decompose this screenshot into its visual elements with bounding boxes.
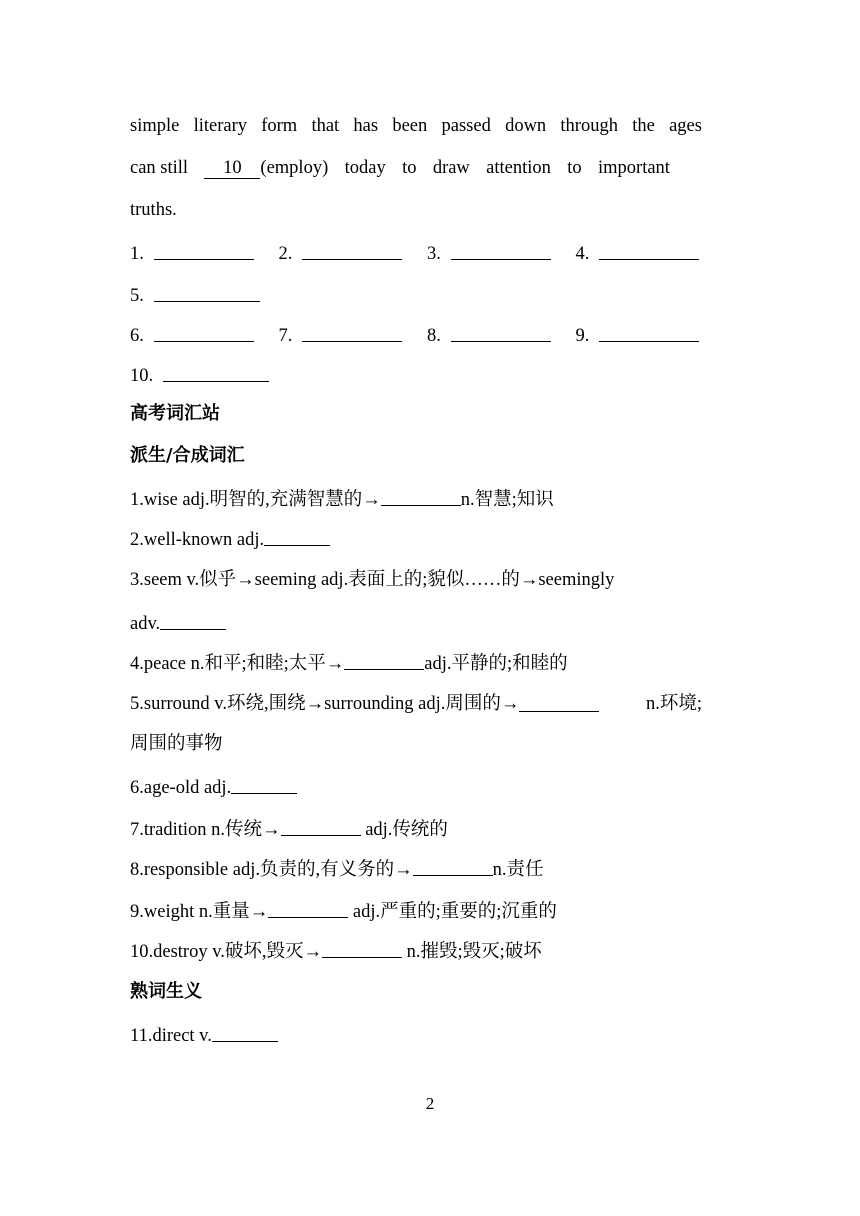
vocab-meaning: adj.传统的 xyxy=(365,820,448,840)
answer-blank[interactable] xyxy=(302,323,402,342)
vocab-item-11 xyxy=(130,1022,278,1048)
vocab-prompt: 11.direct v. xyxy=(130,1026,212,1046)
vocab-blank[interactable] xyxy=(212,1023,278,1042)
vocab-item-7 xyxy=(130,816,448,842)
vocab-item-2 xyxy=(130,526,330,552)
vocab-meaning: n.摧毁;毁灭;破坏 xyxy=(406,942,542,962)
word: (employ) xyxy=(260,158,329,178)
vocab-item-4 xyxy=(130,650,568,676)
word: been xyxy=(392,116,428,136)
word: to xyxy=(567,158,582,178)
answer-blank[interactable] xyxy=(599,241,699,260)
vocab-prompt: 3.seem v.似乎→seeming adj.表面上的;貌似……的→seemingly xyxy=(130,570,615,590)
answer-slot[interactable] xyxy=(130,326,264,346)
vocab-blank[interactable] xyxy=(344,651,424,670)
answer-number: 6. xyxy=(130,326,144,346)
answer-blank[interactable] xyxy=(599,323,699,342)
vocab-item-9 xyxy=(130,898,557,924)
answer-number: 2. xyxy=(278,244,293,264)
word: down xyxy=(505,116,547,136)
vocab-item-5 xyxy=(130,692,702,716)
answer-slot[interactable] xyxy=(427,244,561,264)
vocab-prompt: 1.wise adj.明智的,充满智慧的→ xyxy=(130,490,381,510)
vocab-prompt: 4.peace n.和平;和睦;太平→ xyxy=(130,654,345,674)
word: attention xyxy=(486,158,551,178)
answer-row-4 xyxy=(130,362,289,388)
word: passed xyxy=(441,116,491,136)
answer-number: 3. xyxy=(427,244,441,264)
answer-slot[interactable] xyxy=(576,326,710,346)
vocab-meaning: adj.严重的;重要的;沉重的 xyxy=(352,902,557,922)
vocab-item-3-cont xyxy=(130,610,226,636)
vocab-item-5-cont: 周围的事物 xyxy=(130,734,223,754)
word: the xyxy=(632,116,655,136)
subsection-familiar-title: 熟词生义 xyxy=(130,981,202,1002)
vocab-blank[interactable] xyxy=(413,857,493,876)
answer-blank[interactable] xyxy=(302,241,402,260)
vocab-item-10 xyxy=(130,938,542,964)
word: draw xyxy=(432,158,470,178)
vocab-blank[interactable] xyxy=(281,817,361,836)
vocab-meaning: n.责任 xyxy=(492,860,544,880)
vocab-item-8 xyxy=(130,856,544,882)
word: to xyxy=(402,158,417,178)
answer-number: 5. xyxy=(130,286,144,306)
word: form xyxy=(261,116,298,136)
word: can still xyxy=(130,158,189,178)
answer-blank[interactable] xyxy=(154,323,254,342)
answer-slot[interactable] xyxy=(279,326,413,346)
answer-number: 10. xyxy=(130,366,154,386)
vocab-item-1 xyxy=(130,486,554,512)
word: ages xyxy=(669,116,702,136)
vocab-blank[interactable] xyxy=(231,775,297,794)
answer-blank[interactable] xyxy=(154,283,260,302)
answer-row-1 xyxy=(130,240,719,266)
answer-blank[interactable] xyxy=(154,241,254,260)
answer-slot[interactable] xyxy=(130,286,270,306)
answer-slot[interactable] xyxy=(130,366,279,386)
vocab-blank[interactable] xyxy=(381,487,461,506)
blank-10-group xyxy=(204,156,328,180)
answer-number: 9. xyxy=(575,326,590,346)
page-number: 2 xyxy=(425,1094,435,1113)
answer-slot[interactable] xyxy=(427,326,561,346)
answer-number: 7. xyxy=(278,326,293,346)
vocab-blank[interactable] xyxy=(160,611,226,630)
vocab-item-3 xyxy=(130,568,614,592)
passage-line-3: truths. xyxy=(130,200,177,220)
vocab-blank[interactable] xyxy=(322,939,402,958)
vocab-blank[interactable] xyxy=(519,693,599,712)
answer-slot[interactable] xyxy=(279,244,413,264)
vocab-blank[interactable] xyxy=(264,527,330,546)
word: important xyxy=(598,158,670,178)
vocab-prompt: adv. xyxy=(130,614,161,634)
answer-row-2 xyxy=(130,282,280,308)
vocab-prompt: 6.age-old adj. xyxy=(130,778,232,798)
vocab-prompt: 2.well-known adj. xyxy=(130,530,265,550)
answer-row-3 xyxy=(130,322,719,348)
answer-number: 1. xyxy=(130,244,144,264)
vocab-blank[interactable] xyxy=(268,899,348,918)
answer-number: 4. xyxy=(575,244,590,264)
answer-blank[interactable] xyxy=(451,241,551,260)
vocab-prompt: 8.responsible adj.负责的,有义务的→ xyxy=(130,860,413,880)
vocab-item-6 xyxy=(130,774,297,800)
passage-line-2 xyxy=(130,156,670,180)
subsection-derived-title: 派生/合成词汇 xyxy=(130,445,245,466)
word: literary xyxy=(193,116,247,136)
vocab-prompt: 7.tradition n.传统→ xyxy=(130,820,281,840)
word: that xyxy=(311,116,340,136)
vocab-prompt: 10.destroy v.破坏,毁灭→ xyxy=(130,942,323,962)
vocab-meaning: n.环境; xyxy=(645,694,702,714)
word: today xyxy=(344,158,386,178)
answer-slot[interactable] xyxy=(576,244,710,264)
word: has xyxy=(353,116,379,136)
answer-number: 8. xyxy=(427,326,441,346)
passage-line-1 xyxy=(130,114,702,138)
section-title: 高考词汇站 xyxy=(130,403,220,424)
vocab-prompt: 9.weight n.重量→ xyxy=(130,902,269,922)
word: simple xyxy=(130,116,180,136)
vocab-prompt: 5.surround v.环绕,围绕→surrounding adj.周围的→ xyxy=(130,694,520,714)
vocab-meaning: n.智慧;知识 xyxy=(460,490,554,510)
answer-slot[interactable] xyxy=(130,244,264,264)
answer-blank[interactable] xyxy=(451,323,551,342)
word: through xyxy=(560,116,618,136)
answer-blank[interactable] xyxy=(163,363,269,382)
blank-10[interactable]: 10 xyxy=(204,158,260,179)
vocab-meaning: adj.平静的;和睦的 xyxy=(424,654,568,674)
